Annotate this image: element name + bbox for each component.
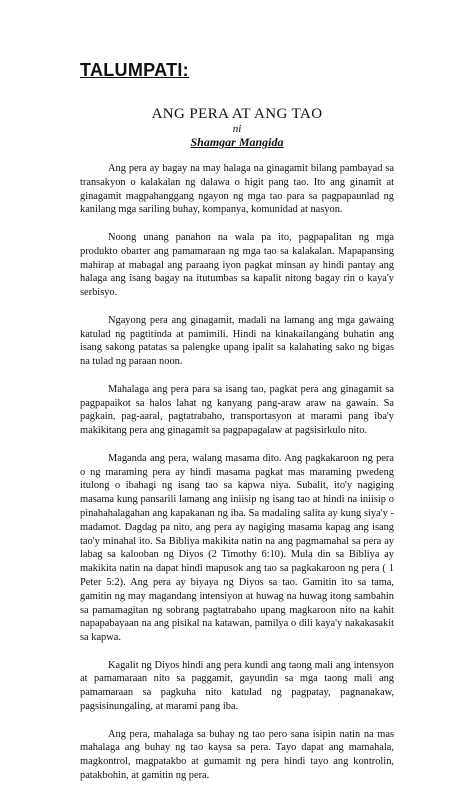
paragraph: Maganda ang pera, walang masama dito. Ang pagkakaroon ng pera o ng maraming pera ay hindi masama pagkat mas maraming pwedeng itulong o ibahagi ng isang tao sa kapwa niya. Subalit, ito'y nagiging masama kung pansarili lamang ang iniisip ng isang tao at hindi na iniisip o pinahahalagahan ang kapakanan ng iba. Sa madaling salita ay kung siya'y - madamot. Dagdag pa nito, ang pera ay nagiging masama kapag ang isang tao'y minahal ito. Sa Bibliya makikita natin na ang pagmamahal sa pera ay labag sa kalooban ng Diyos (2 Timothy 6:10). Mula din sa Bibliya ay makikita natin na dapat hindi mapusok ang tao sa pagkakaroon ng pera ( 1 Peter 5:2). Ang pera ay biyaya ng Diyos sa tao. Gamitin ito sa tama, gamitin ng may magandang intensiyon at huwag na huwag itong sambahin sa pamamagitan ng sobrang pagtatrabaho upang magkaroon nito na kahit napapabayaan na ang pisikal na katawan, pamilya o dili kaya'y nakakasakit sa kapwa. [80,452,394,644]
paragraph: Ang pera, mahalaga sa buhay ng tao pero sana isipin natin na mas mahalaga ang buhay ng tao kaysa sa pera. Tayo dapat ang mamahala, magkontrol, magpatakbo at gumamit ng pera hindi tayo ang kontrolin, patakbohin, at gamitin ng pera. [80,728,394,782]
paragraph: Ngayong pera ang ginagamit, madali na lamang ang mga gawaing katulad ng pagtitinda at pamimili. Hindi na kinakailangang buhatin ang isang sakong patatas sa palengke upang ipalit sa kalahating sako ng bigas na tulad ng paraan noon. [80,314,394,368]
paragraph: Noong unang panahon na wala pa ito, pagpapalitan ng mga produkto obarter ang pamamaraan ng mga tao sa kalakalan. Mapapansing mahirap at mabagal ang paraang iyon pagkat minsan ay hindi pantay ang halaga ang isang bagay na itutumbas sa kapalit nitong bagay rin o kaya'y serbisyo. [80,231,394,299]
document-label: TALUMPATI: [80,60,189,80]
paragraph: Kagalit ng Diyos hindi ang pera kundi ang taong mali ang intensyon at pamamaraan nito sa paggamit, gayundin sa mga taong mali ang pamamaraan sa pagkuha nito katulad ng pagpatay, pagnanakaw, pagsisinungaling, at marami pang iba. [80,659,394,713]
byline: ni [232,123,242,135]
document-title: ANG PERA AT ANG TAO [151,106,323,122]
paragraph: Ang pera ay bagay na may halaga na ginagamit bilang pambayad sa transakyon o kalakalan ng dalawa o higit pang tao. Ito ang ginamit at ginagamit magpahanggang ngayon ng mga tao para sa pagpapaunlad ng kanilang mga sariling buhay, kompanya, komunidad at nasyon. [80,163,394,216]
document-body [80,162,394,797]
paragraph: Mahalaga ang pera para sa isang tao, pagkat pera ang ginagamit sa pagpapaikot sa halos lahat ng kanyang pang-araw araw na gawain. Sa pagkain, pag-aaral, pagtatrabaho, transportasyon at marami pang iba'y makikitang pera ang ginagamit sa pagpapagalaw at pagsisirkulo nito. [80,383,394,437]
author-name: Shamgar Mangida [190,135,284,149]
